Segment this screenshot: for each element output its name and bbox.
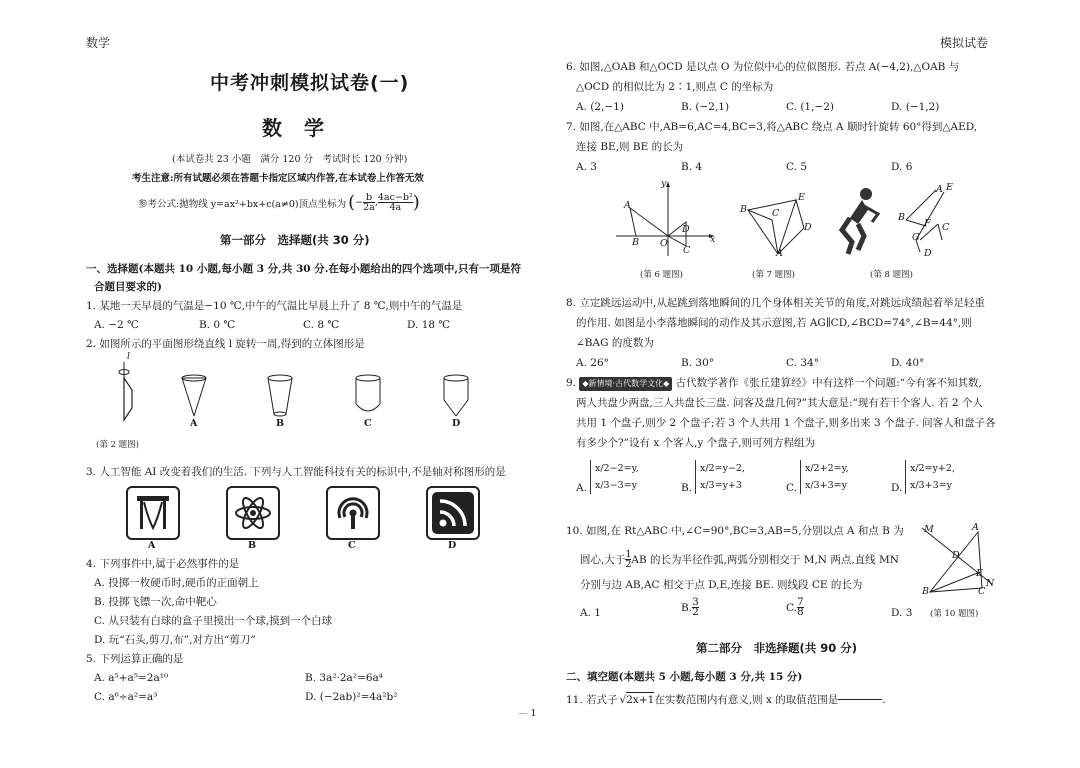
q10-option-b: B. 3 2: [681, 596, 699, 618]
q5-option-d: D. (−2ab)²=4a²b²: [305, 691, 398, 703]
part-two-heading: 第二部分 非选择题(共 90 分): [696, 641, 858, 655]
fig8-label-f: F: [924, 218, 931, 229]
q6-option-a: A. (2,−1): [576, 101, 624, 113]
exam-notice: 考生注意:所有试题必须在答题卡指定区域内作答,在本试卷上作答无效: [132, 173, 424, 184]
q2-label-b: B: [276, 418, 285, 429]
q2-axis-label: l: [127, 352, 130, 362]
question-9-line-2: 两人共盘少两盘,三人共盘长三盘. 问客及盘几何?”其大意是:“现有若干个客人. 若 2 个人: [576, 397, 983, 409]
q9-option-d-label: D.: [891, 482, 903, 494]
q4-option-d: D. 玩“石头,剪刀,布”,对方出“剪刀”: [94, 634, 256, 646]
jumper-silhouette: [828, 184, 888, 260]
q8-option-b: B. 30°: [681, 357, 715, 369]
fig8-label-c: C: [942, 222, 950, 233]
figure-7: [738, 190, 818, 260]
question-9-line-3: 共用 1 个盘子,则少 2 个盘子;若 3 个人共用 1 个盘子,则多出来 3 个盘子. 问客人和盘子各: [576, 417, 996, 429]
q5-option-a: A. a⁵+a⁵=2a¹⁰: [94, 672, 169, 684]
fig7-label-d: D: [804, 222, 812, 233]
atom-icon: [228, 488, 278, 538]
question-8-line-1: 8. 立定跳远运动中,从起跳到落地瞬间的几个身体相关关节的角度,对跳远成绩起着举足轻重: [566, 297, 986, 309]
question-6-line-2: △OCD 的相似比为 2∶1,则点 C 的坐标为: [576, 81, 774, 93]
formula-fraction-2: 4ac−b² 4a: [377, 192, 413, 213]
q2-shapes: [100, 360, 490, 435]
jumper-figure: [828, 184, 888, 260]
subject-title: 数学: [262, 116, 346, 140]
figure-6-caption: (第 6 题图): [640, 270, 683, 280]
header-subject: 数学: [86, 36, 111, 50]
question-1: 1. 某地一天早晨的气温是−10 ℃,中午的气温比早晨上升了 8 ℃,则中午的气温是: [86, 300, 463, 312]
q3-logo-c: [326, 486, 380, 540]
q1-option-c: C. 8 ℃: [303, 319, 340, 331]
fig10-label-e: E: [976, 568, 983, 579]
q9-option-d-system: x/2=y+2, x/3+3=y: [905, 460, 955, 494]
q4-option-c: C. 从只装有白球的盒子里摸出一个球,摸到一个白球: [94, 615, 333, 627]
q5-option-c: C. a⁶÷a²=a³: [94, 691, 158, 703]
q7-option-a: A. 3: [576, 161, 597, 173]
question-3: 3. 人工智能 AI 改变着我们的生活. 下列与人工智能科技有关的标识中,不是轴对称图形的是: [86, 466, 506, 478]
fig6-label-a: A: [624, 200, 631, 211]
q9-option-a-label: A.: [576, 482, 587, 494]
fig10-label-m: M: [924, 524, 934, 535]
figure-10: [912, 522, 996, 598]
q6-option-d: D. (−1,2): [891, 101, 940, 113]
fig7-label-e: E: [798, 192, 805, 203]
exam-info: (本试卷共 23 小题 满分 120 分 考试时长 120 分钟): [172, 154, 408, 165]
figure-10-caption: (第 10 题图): [930, 609, 979, 619]
q9-option-c-label: C.: [786, 482, 797, 494]
q10-option-d: D. 3: [891, 607, 913, 619]
fig10-label-a: A: [972, 522, 979, 533]
q9-option-a-system: x/2−2=y, x/3−3=y: [590, 460, 639, 494]
q9-number: 9.: [566, 377, 577, 389]
gate-icon: [128, 488, 178, 538]
fig6-label-b: B: [632, 237, 639, 248]
q9-option-b-label: B.: [681, 482, 693, 494]
q6-option-c: C. (1,−2): [786, 101, 835, 113]
question-7-line-2: 连接 BE,则 BE 的长为: [576, 141, 684, 153]
fig10-label-c: C: [978, 586, 986, 597]
figure-8-caption: (第 8 题图): [870, 270, 913, 280]
signal-icon: [428, 488, 478, 538]
section-one-heading-1: 一、选择题(本题共 10 小题,每小题 3 分,共 30 分.在每小题给出的四个选项中,只有一项是符: [86, 263, 522, 275]
q2-caption: (第 2 题图): [96, 440, 139, 450]
q1-option-b: B. 0 ℃: [199, 319, 236, 331]
page-number-wrap: — 1: [518, 708, 537, 719]
broadcast-icon: [328, 488, 378, 538]
fig10-label-b: B: [922, 586, 929, 597]
section-two-heading: 二、填空题(本题共 5 小题,每小题 3 分,共 15 分): [566, 671, 803, 683]
q9-option-c-system: x/2+2=y, x/3+3=y: [800, 460, 849, 494]
q3-label-b: B: [248, 540, 257, 551]
question-10-line-1: 10. 如图,在 Rt△ABC 中,∠C=90°,BC=3,AB=5,分别以点 A 和点 B 为: [566, 525, 904, 537]
question-11: 11. 若式子 √ 2x+1 在实数范围内有意义,则 x 的取值范围是 .: [566, 693, 886, 706]
fig6-label-o: O: [660, 238, 668, 249]
question-6-line-1: 6. 如图,△OAB 和△OCD 是以点 O 为位似中心的位似图形. 若点 A(−4,2),△OAB 与: [566, 61, 960, 73]
question-9-line-1: [566, 376, 982, 391]
q7-option-c: C. 5: [786, 161, 808, 173]
page-number: 1: [530, 708, 537, 719]
q2-label-d: D: [452, 418, 461, 429]
question-8-line-2: 的作用. 如图是小李落地瞬间的动作及其示意图,若 AG∥CD,∠BCD=74°,∠B=44°,则: [576, 317, 972, 329]
fig8-label-b: B: [898, 212, 905, 223]
question-7-line-1: 7. 如图,在△ABC 中,AB=6,AC=4,BC=3,将△ABC 绕点 A 顺时针旋转 60°得到△AED,: [566, 121, 978, 133]
fig10-label-d: D: [952, 550, 960, 561]
q2-figure: [100, 352, 490, 435]
q11-answer-blank: [838, 699, 882, 700]
formula-fraction-1: b 2a: [363, 192, 375, 213]
reference-formula: 参考公式:抛物线 y=ax²+bx+c(a≠0)顶点坐标为 ( − b 2a , 4ac−b² 4a ): [138, 192, 420, 213]
fig7-label-b: B: [740, 204, 747, 215]
fig6-label-x: x: [710, 234, 716, 245]
fig7-label-c: C: [772, 208, 780, 219]
q1-option-d: D. 18 ℃: [407, 319, 451, 331]
q9-context-tag: ◆新情境·古代数学文化◆: [579, 377, 672, 391]
question-9-line-4: 有多少个?”设有 x 个客人,y 个盘子,则可列方程组为: [576, 437, 816, 449]
q8-option-a: A. 26°: [576, 357, 609, 369]
figure-6: [616, 178, 720, 258]
q10-half-fraction: 1 2: [625, 549, 632, 570]
figure-7-caption: (第 7 题图): [752, 270, 795, 280]
fig8-label-a: A: [936, 184, 943, 195]
q3-logo-a: [126, 486, 180, 540]
q3-logo-b: [226, 486, 280, 540]
q1-option-a: A. −2 ℃: [94, 319, 139, 331]
fig8-label-g: G: [912, 232, 920, 243]
q7-option-b: B. 4: [681, 161, 703, 173]
q3-label-c: C: [348, 540, 356, 551]
q4-option-b: B. 投掷飞镖一次,命中靶心: [94, 596, 217, 608]
q8-option-d: D. 40°: [891, 357, 925, 369]
q5-option-b: B. 3a²·2a²=6a⁴: [305, 672, 383, 684]
q10-option-a: A. 1: [580, 607, 601, 619]
fig7-label-a: A: [776, 248, 783, 259]
page-title: 中考冲刺模拟试卷(一): [210, 72, 410, 94]
section-one-heading-2: 合题目要求的): [94, 281, 162, 293]
question-2: 2. 如图所示的平面图形绕直线 l 旋转一周,得到的立体图形是: [86, 338, 365, 350]
part-one-heading: 第一部分 选择题(共 30 分): [220, 233, 370, 247]
q9-option-b-system: x/2=y−2, x/3=y+3: [695, 460, 745, 494]
q10-option-c: C. 7 8: [786, 596, 804, 618]
question-10-line-2: 圆心,大于 1 2 AB 的长为半径作弧,两弧分别相交于 M,N 两点,直线 MN: [580, 549, 899, 570]
q8-option-c: C. 34°: [786, 357, 819, 369]
question-4: 4. 下列事件中,属于必然事件的是: [86, 558, 240, 570]
q7-option-d: D. 6: [891, 161, 913, 173]
question-10-line-3: 分别与边 AB,AC 相交于点 D,E,连接 BE. 则线段 CE 的长为: [580, 579, 863, 591]
fig8-label-e: E: [946, 182, 953, 193]
q11-radicand: 2x+1: [626, 694, 655, 706]
fig8-label-d: D: [924, 248, 932, 259]
q2-label-c: C: [364, 418, 372, 429]
fig10-label-n: N: [986, 578, 995, 589]
q4-option-a: A. 投掷一枚硬币时,硬币的正面朝上: [94, 577, 259, 589]
q9-text: 古代数学著作《张丘建算经》中有这样一个问题:“今有客不知其数,: [675, 377, 982, 389]
question-5: 5. 下列运算正确的是: [86, 653, 184, 665]
q2-label-a: A: [190, 418, 198, 429]
q3-logo-d: [426, 486, 480, 540]
fig6-label-y: y: [661, 178, 667, 189]
header-exam-type: 模拟试卷: [940, 36, 989, 50]
q3-label-a: A: [148, 540, 156, 551]
question-8-line-3: ∠BAG 的度数为: [576, 337, 654, 349]
fig6-label-c: C: [683, 245, 691, 256]
figure-8: [896, 184, 956, 260]
formula-prefix: 参考公式:抛物线 y=ax²+bx+c(a≠0)顶点坐标为: [138, 198, 347, 210]
q6-option-b: B. (−2,1): [681, 101, 730, 113]
q3-label-d: D: [448, 540, 457, 551]
fig6-label-d: D: [682, 224, 690, 235]
